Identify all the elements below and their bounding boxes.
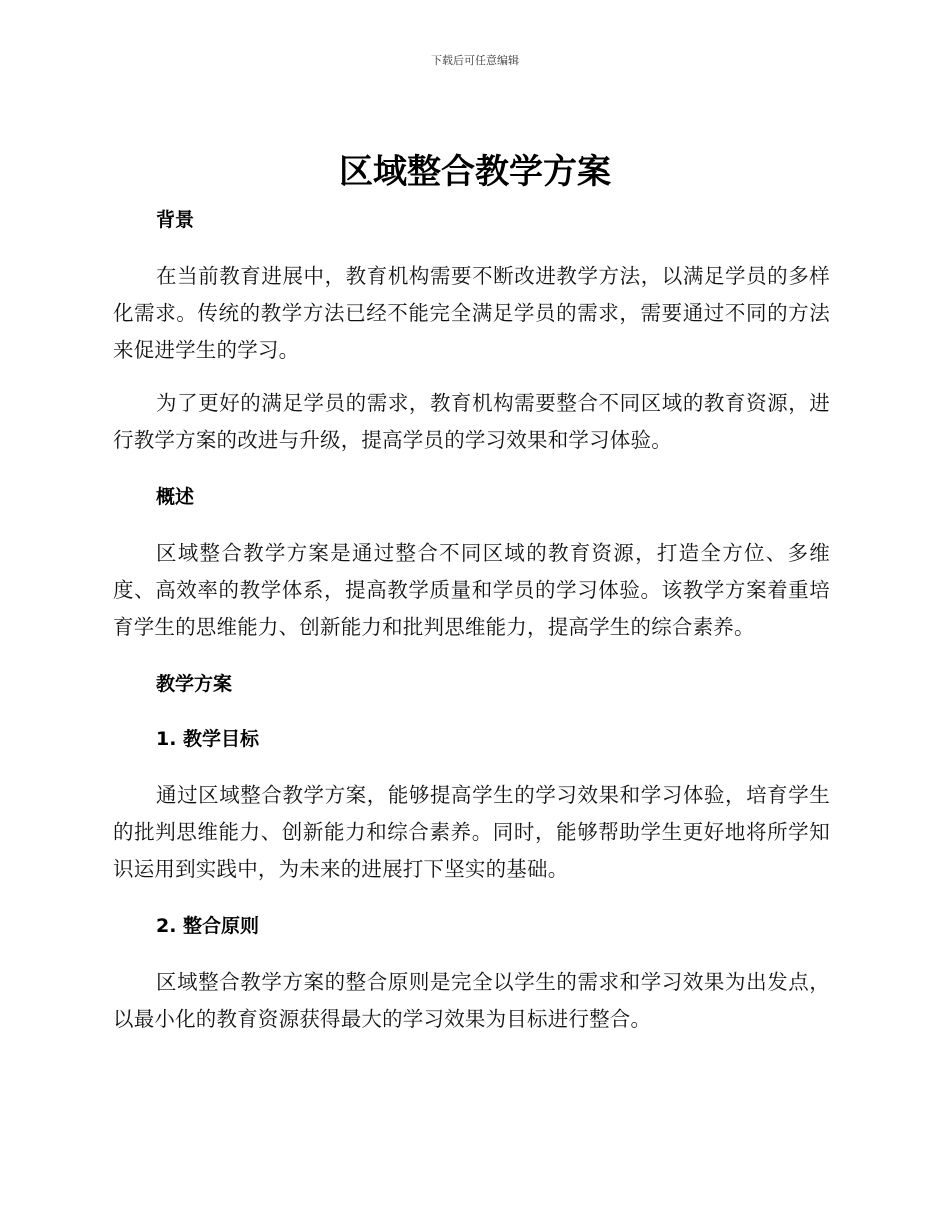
document-body bbox=[113, 203, 830, 1054]
paragraph-principle: 区域整合教学方案的整合原则是完全以学生的需求和学习效果为出发点，以最小化的教育资源获得最大的学习效果为目标进行整合。 bbox=[113, 970, 830, 1031]
section-heading-background: 背景 bbox=[156, 209, 195, 231]
section-heading-overview: 概述 bbox=[156, 486, 195, 508]
subsection-heading-principle: 2. 整合原则 bbox=[156, 915, 260, 937]
paragraph-overview-1: 区域整合教学方案是通过整合不同区域的教育资源，打造全方位、多维度、高效率的教学体系，提高教学质量和学员的学习体验。该教学方案着重培育学生的思维能力、创新能力和批判思维能力，提高学生的综合素养。 bbox=[113, 541, 830, 639]
subsection-heading-goal: 1. 教学目标 bbox=[156, 728, 260, 750]
page-header: 下载后可任意编辑 bbox=[431, 54, 519, 67]
paragraph-background-2: 为了更好的满足学员的需求，教育机构需要整合不同区域的教育资源，进行教学方案的改进与升级，提高学员的学习效果和学习体验。 bbox=[113, 391, 830, 452]
section-heading-plan: 教学方案 bbox=[156, 673, 233, 695]
paragraph-background-1: 在当前教育进展中，教育机构需要不断改进教学方法，以满足学员的多样化需求。传统的教学方法已经不能完全满足学员的需求，需要通过不同的方法来促进学生的学习。 bbox=[113, 264, 830, 362]
document-title: 区域整合教学方案 bbox=[339, 152, 611, 192]
paragraph-goal: 通过区域整合教学方案，能够提高学生的学习效果和学习体验，培育学生的批判思维能力、创新能力和综合素养。同时，能够帮助学生更好地将所学知识运用到实践中，为未来的进展打下坚实的基础。 bbox=[113, 783, 830, 881]
